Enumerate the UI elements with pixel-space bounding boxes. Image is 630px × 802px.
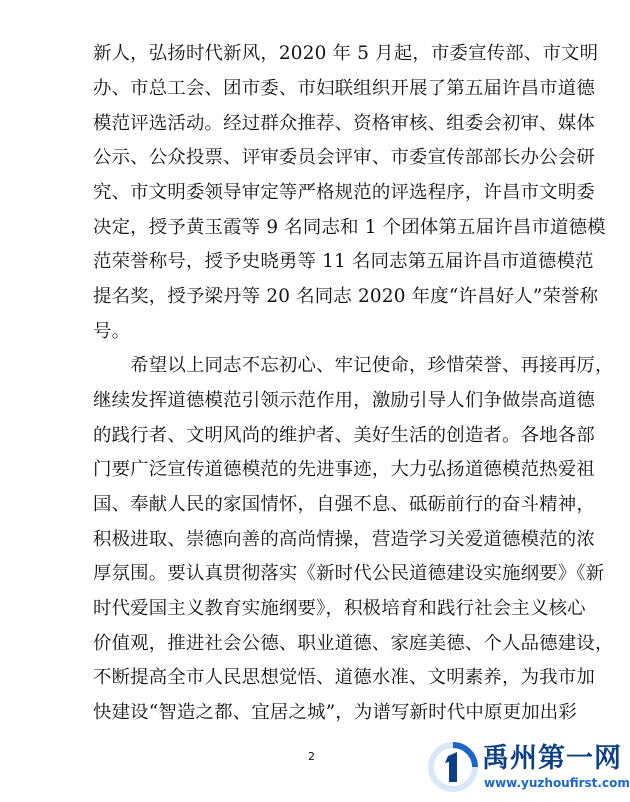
body-line: 门要广泛宣传道德模范的先进事迹，大力弘扬道德模范热爱祖 [93, 459, 595, 480]
body-line: 决定，授予黄玉霞等 9 名同志和 1 个团体第五届许昌市道德模 [93, 217, 606, 238]
body-line: 究、市文明委领导审定等严格规范的评选程序，许昌市文明委 [93, 182, 595, 203]
body-line: 公示、公众投票、评审委员会评审、市委宣传部部长办公会研 [93, 147, 595, 168]
body-line: 国、奉献人民的家国情怀，自强不息、砥砺前行的奋斗精神， [93, 494, 595, 515]
body-line: 的践行者、文明风尚的维护者、美好生活的创造者。各地各部 [93, 425, 595, 446]
page-number: 2 [308, 750, 315, 763]
yuzhou-logo-icon [428, 742, 478, 792]
watermark-url[interactable]: www.yuzhoufirst.com [484, 776, 630, 790]
body-line: 继续发挥道德模范引领示范作用，激励引导人们争做崇高道德 [93, 390, 595, 411]
body-line: 范荣誉称号，授予史晓勇等 11 名同志第五届许昌市道德模范 [93, 251, 594, 272]
body-line: 模范评选活动。经过群众推荐、资格审核、组委会初审、媒体 [93, 113, 595, 134]
body-line: 价值观，推进社会公德、职业道德、家庭美德、个人品德建设， [93, 633, 614, 654]
body-line: 希望以上同志不忘初心、牢记使命，珍惜荣誉、再接再厉， [93, 355, 614, 376]
body-line: 时代爱国主义教育实施纲要》，积极培育和践行社会主义核心 [93, 598, 586, 619]
site-watermark [428, 740, 630, 794]
body-line: 快建设“智造之都、宜居之城”，为谱写新时代中原更加出彩 [93, 702, 577, 723]
body-line: 积极进取、崇德向善的高尚情操，营造学习关爱道德模范的浓 [93, 529, 595, 550]
body-line: 厚氛围。要认真贯彻落实《新时代公民道德建设实施纲要》《新 [93, 563, 605, 584]
body-line: 不断提高全市人民思想觉悟、道德水准、文明素养，为我市加 [93, 667, 595, 688]
body-line: 新人，弘扬时代新风，2020 年 5 月起，市委宣传部、市文明 [93, 43, 599, 64]
body-line: 办、市总工会、团市委、市妇联组织开展了第五届许昌市道德 [93, 78, 595, 99]
body-line: 号。 [93, 321, 131, 342]
watermark-title: 禹州第一网 [482, 743, 622, 774]
body-line: 提名奖，授予梁丹等 20 名同志 2020 年度“许昌好人”荣誉称 [93, 286, 599, 307]
